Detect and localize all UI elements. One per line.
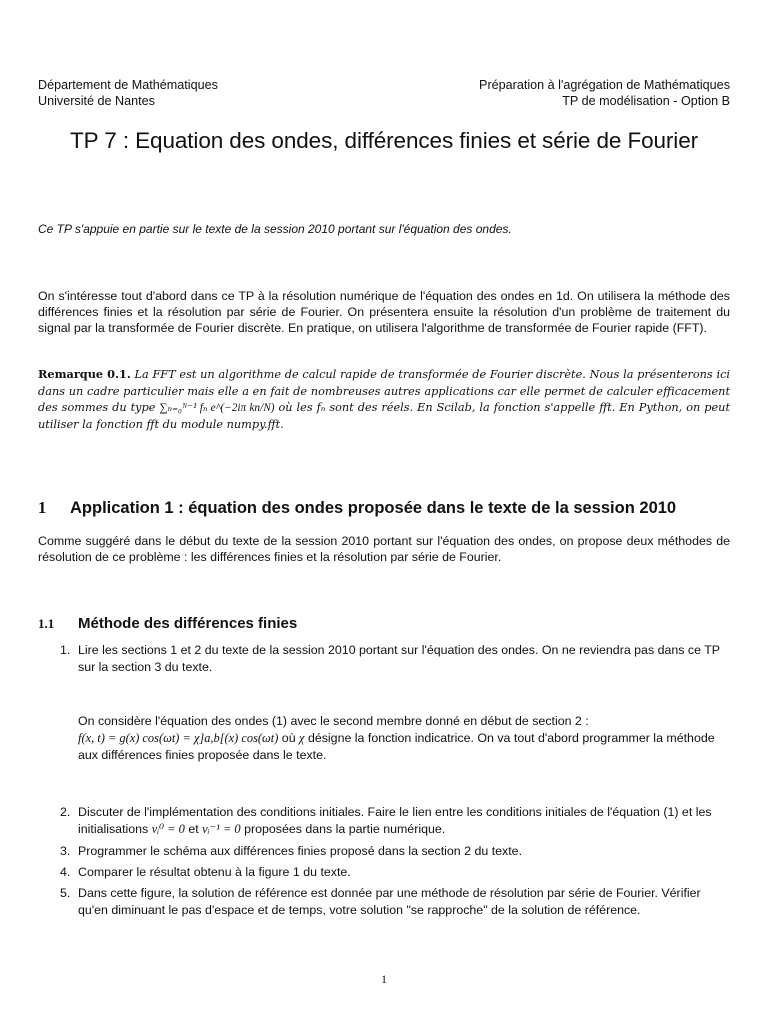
item2-formula-2: vᵢ⁻¹ = 0	[202, 821, 241, 836]
list-item	[38, 885, 730, 919]
page-number: 1	[381, 972, 387, 986]
item1-formula: f(x, t) = g(x) cos(ωt) = χ]a,b[(x) cos(ωt)	[78, 731, 279, 745]
remark-label: Remarque 0.1.	[38, 367, 131, 381]
section-title: Application 1 : équation des ondes proposée dans le texte de la session 2010	[70, 499, 677, 517]
department: Département de Mathématiques	[38, 78, 218, 92]
remark-text-after: où les fₙ sont des réels. En Scilab, la fonction s'appelle fft. En Python, on peut utiliser la fonction fft du module numpy.fft.	[38, 401, 730, 431]
subsection-heading	[38, 615, 297, 632]
item1-ou: où	[281, 731, 296, 745]
list-item-number: 1.	[60, 643, 71, 657]
item2-text-b: proposées dans la partie numérique.	[244, 821, 446, 836]
list-item-number: 4.	[60, 865, 71, 879]
document-title: TP 7 : Equation des ondes, différences finies et série de Fourier	[69, 128, 699, 153]
list-item-number: 2.	[60, 805, 71, 819]
remark-formula: ∑ₙ₌₀ᴺ⁻¹ fₙ e^(−2iπ kn/N)	[159, 402, 275, 414]
section-heading	[38, 498, 676, 518]
item1-explanation	[78, 713, 730, 764]
item1-line1: On considère l'équation des ondes (1) avec le second membre donné en début de section 2 :	[78, 714, 589, 728]
document-page	[38, 0, 730, 1024]
remark	[38, 366, 730, 433]
paragraph-intro: On s'intéresse tout d'abord dans ce TP à la résolution numérique de l'équation des ondes en 1d. On utilisera la méthode des différences finies et la résolution par série de Fourier. On présentera ensuite la résolution d'un problème de traitement du signal par la transformée de Fourier discrète. En pratique, on utilisera l'algorithme de transformée de Fourier rapide (FFT).	[38, 289, 730, 335]
list-item-text: Programmer le schéma aux différences finies proposé dans la section 2 du texte.	[78, 844, 523, 858]
course-option: TP de modélisation - Option B	[562, 94, 730, 108]
item1-chi: χ	[299, 731, 305, 745]
list-item	[38, 804, 730, 838]
subsection-title: Méthode des différences finies	[78, 615, 298, 632]
item1-rest: désigne la fonction indicatrice. On va tout d'abord programmer la méthode aux différences finies proposée dans le texte.	[78, 731, 715, 762]
item2-text-a: Discuter de l'implémentation des conditions initiales. Faire le lien entre les conditions initiales de l'équation (1) et les initialisations	[78, 805, 712, 836]
list-item-text: Comparer le résultat obtenu à la figure 1 du texte.	[78, 865, 351, 879]
course-name: Préparation à l'agrégation de Mathématiques	[479, 78, 730, 92]
list-item-text	[78, 804, 730, 837]
section-paragraph: Comme suggéré dans le début du texte de la session 2010 portant sur l'équation des ondes, on propose deux méthodes de résolution de ce problème : les différences finies et la résolution par série de Fourier.	[38, 534, 730, 564]
list-item-text: Dans cette figure, la solution de référence est donnée par une méthode de résolution par série de Fourier. Vérifier qu'en diminuant le pas d'espace et de temps, votre solution "se rapproche" de la solution de référence.	[78, 886, 701, 917]
subsection-number: 1.1	[38, 616, 55, 631]
list-item	[38, 642, 730, 676]
header-right	[479, 77, 730, 109]
item2-mid: et	[188, 821, 199, 836]
intro-text: Ce TP s'appuie en partie sur le texte de la session 2010 portant sur l'équation des ondes.	[38, 222, 512, 236]
remark-text-before: La FFT est un algorithme de calcul rapide de transformée de Fourier discrète. Nous la présenterons ici dans un cadre particulier mais elle a en fait de nombreuses autres applications car elle permet de calculer efficacement des sommes du type	[38, 368, 731, 414]
list-item-text: Lire les sections 1 et 2 du texte de la session 2010 portant sur l'équation des ondes. On ne reviendra pas dans ce TP sur la section 3 du texte.	[78, 643, 720, 674]
item2-formula-1: vᵢ⁰ = 0	[151, 821, 185, 836]
university: Université de Nantes	[38, 94, 155, 108]
header-left	[38, 77, 218, 109]
section-number: 1	[38, 498, 47, 517]
list-item-number: 5.	[60, 886, 71, 900]
list-item-number: 3.	[60, 844, 71, 858]
